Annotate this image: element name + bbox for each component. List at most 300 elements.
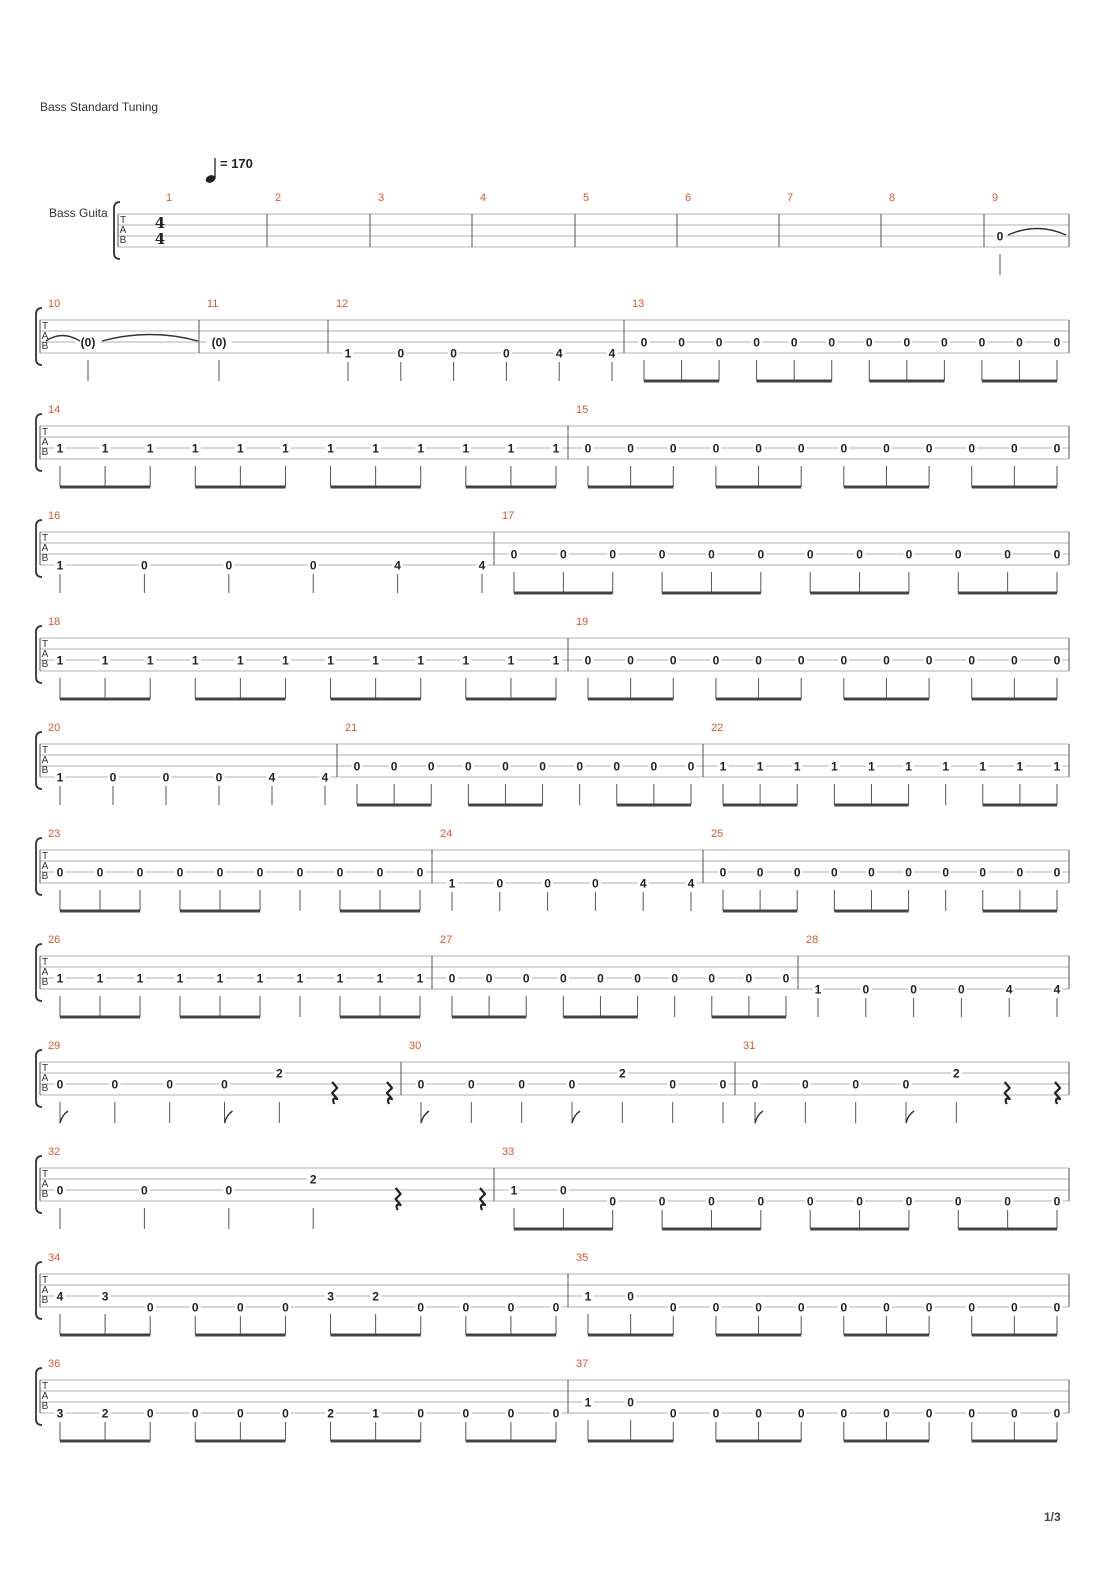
fret-number: 1 (1016, 759, 1024, 774)
fret-number: 1 (1053, 759, 1061, 774)
quarter-rest (396, 1188, 401, 1210)
tab-clef-letter: A (41, 649, 49, 660)
fret-number: 0 (397, 346, 405, 361)
fret-number: 1 (507, 653, 515, 668)
fret-number: 0 (883, 653, 890, 668)
fret-number: 1 (584, 1395, 592, 1410)
fret-number: 2 (275, 1066, 283, 1081)
measure-number: 9 (992, 192, 999, 204)
measure-number: 6 (685, 192, 692, 204)
measure-number: 32 (48, 1146, 61, 1158)
tab-clef-letter: B (41, 659, 49, 670)
measure-number: 28 (806, 934, 819, 946)
fret-number: 1 (462, 653, 470, 668)
fret-number: 0 (417, 1300, 425, 1315)
fret-number: 0 (678, 335, 685, 350)
fret-number: 0 (865, 335, 873, 350)
fret-number: 0 (708, 971, 716, 986)
fret-number: 0 (968, 1406, 976, 1421)
tab-clef-letter: A (41, 1073, 49, 1084)
fret-number: 1 (793, 759, 801, 774)
fret-number: 0 (797, 1406, 805, 1421)
tab-clef-letter: T (41, 1063, 49, 1074)
fret-number: 0 (56, 1183, 64, 1198)
fret-number: 0 (1016, 865, 1024, 880)
measure-number: 27 (440, 934, 453, 946)
tie-arc (102, 335, 198, 342)
fret-number: 0 (669, 1406, 677, 1421)
fret-number: 0 (840, 653, 848, 668)
fret-number: 1 (56, 971, 64, 986)
fret-number: 0 (336, 865, 344, 880)
measure-number: 18 (48, 616, 61, 628)
fret-number: 0 (215, 770, 223, 785)
page-number: 1/3 (1044, 1510, 1061, 1524)
fret-number: 1 (462, 441, 470, 456)
fret-number: 0 (225, 1183, 233, 1198)
measure-number: 12 (336, 298, 349, 310)
fret-number: 0 (462, 1300, 470, 1315)
fret-number: 1 (282, 653, 289, 668)
fret-number: 4 (639, 876, 647, 891)
fret-number: 1 (237, 441, 244, 456)
fret-number: 0 (903, 335, 911, 350)
fret-number: 0 (613, 759, 621, 774)
eighth-flag (572, 1111, 580, 1123)
tie-arc (1008, 229, 1066, 236)
fret-number: 0 (941, 335, 948, 350)
fret-number: 0 (755, 1406, 762, 1421)
fret-number: 1 (191, 441, 199, 456)
fret-number: 0 (376, 865, 384, 880)
fret-number: 1 (417, 441, 425, 456)
fret-number: 0 (627, 1395, 634, 1410)
measure-number: 24 (440, 828, 453, 840)
fret-number: 0 (925, 1300, 933, 1315)
fret-number: 0 (417, 1077, 425, 1092)
fret-number: 0 (883, 1300, 890, 1315)
fret-number: 0 (568, 1077, 576, 1092)
fret-number: 0 (883, 441, 890, 456)
fret-number: (0) (211, 335, 227, 350)
tab-clef-letter: T (41, 851, 49, 862)
fret-number: 1 (448, 876, 456, 891)
fret-number: 0 (390, 759, 398, 774)
fret-number: 0 (925, 441, 933, 456)
fret-number: 0 (109, 770, 117, 785)
tab-clef-letter: B (41, 977, 49, 988)
fret-number: 1 (296, 971, 304, 986)
fret-number: 0 (166, 1077, 174, 1092)
fret-number: 0 (256, 865, 264, 880)
tab-clef-letter: A (41, 967, 49, 978)
fret-number: 0 (856, 547, 863, 562)
fret-number: 0 (715, 335, 723, 350)
tab-clef-letter: B (41, 447, 49, 458)
fret-number: 0 (902, 1077, 910, 1092)
fret-number: 0 (237, 1406, 244, 1421)
tab-clef-letter: A (41, 543, 49, 554)
fret-number: 1 (344, 346, 352, 361)
fret-number: 0 (282, 1406, 289, 1421)
fret-number: 1 (552, 653, 560, 668)
fret-number: 0 (539, 759, 546, 774)
fret-number: 0 (712, 1300, 720, 1315)
fret-number: 0 (56, 865, 64, 880)
fret-number: 0 (868, 865, 875, 880)
fret-number: 0 (1011, 653, 1018, 668)
fret-number: 0 (793, 865, 801, 880)
measure-number: 30 (409, 1040, 422, 1052)
fret-number: 1 (146, 441, 154, 456)
fret-number: 4 (1053, 982, 1061, 997)
fret-number: 0 (627, 1289, 634, 1304)
fret-number: 4 (56, 1289, 64, 1304)
measure-number: 20 (48, 722, 61, 734)
fret-number: 0 (146, 1300, 154, 1315)
fret-number: 1 (282, 441, 289, 456)
eighth-flag (60, 1111, 68, 1123)
fret-number: 0 (968, 1300, 976, 1315)
fret-number: 0 (669, 1300, 677, 1315)
tab-clef-letter: A (41, 1285, 49, 1296)
fret-number: 0 (806, 547, 814, 562)
fret-number: 1 (216, 971, 224, 986)
fret-number: 0 (1053, 865, 1061, 880)
tab-clef-letter: B (41, 1295, 49, 1306)
tie-arc (46, 336, 80, 342)
fret-number: 0 (806, 1194, 814, 1209)
fret-number: 0 (1011, 441, 1018, 456)
fret-number: 1 (507, 441, 515, 456)
eighth-flag (225, 1111, 233, 1123)
tab-clef-letter: B (41, 1189, 49, 1200)
fret-number: 0 (496, 876, 504, 891)
fret-number: 0 (1004, 547, 1011, 562)
eighth-flag (421, 1111, 429, 1123)
tab-clef-letter: A (41, 1179, 49, 1190)
fret-number: 0 (968, 441, 976, 456)
measure-number: 15 (576, 404, 589, 416)
fret-number: 0 (719, 865, 727, 880)
fret-number: 0 (954, 1194, 962, 1209)
fret-number: 0 (830, 865, 838, 880)
fret-number: 1 (372, 1406, 379, 1421)
fret-number: 1 (719, 759, 727, 774)
tab-clef-letter: A (41, 1391, 49, 1402)
fret-number: 0 (467, 1077, 475, 1092)
measure-number: 14 (48, 404, 61, 416)
fret-number: 2 (618, 1066, 626, 1081)
fret-number: 0 (790, 335, 798, 350)
measure-number: 37 (576, 1358, 589, 1370)
measure-number: 7 (787, 192, 794, 204)
fret-number: 0 (191, 1300, 199, 1315)
fret-number: 0 (627, 441, 634, 456)
measure-number: 33 (502, 1146, 515, 1158)
fret-number: 0 (658, 1194, 666, 1209)
tab-clef-letter: B (41, 1083, 49, 1094)
fret-number: 1 (336, 971, 344, 986)
fret-number: 0 (560, 1183, 567, 1198)
measure-number: 21 (345, 722, 358, 734)
fret-number: 0 (968, 653, 976, 668)
fret-number: 0 (757, 547, 765, 562)
fret-number: 1 (96, 971, 104, 986)
measure-number: 35 (576, 1252, 589, 1264)
fret-number: 1 (552, 441, 560, 456)
tab-clef-letter: B (41, 1401, 49, 1412)
fret-number: 2 (101, 1406, 109, 1421)
fret-number: 0 (801, 1077, 809, 1092)
fret-number: 0 (221, 1077, 228, 1092)
fret-number: 0 (1004, 1194, 1011, 1209)
fret-number: 0 (462, 1406, 470, 1421)
eighth-flag (906, 1111, 914, 1123)
fret-number: 4 (268, 770, 276, 785)
fret-number: 0 (782, 971, 790, 986)
fret-number: 2 (327, 1406, 334, 1421)
fret-number: 4 (687, 876, 695, 891)
fret-number: 0 (507, 1300, 515, 1315)
tab-clef-letter: A (119, 225, 127, 236)
fret-number: 0 (712, 441, 720, 456)
fret-number: 0 (176, 865, 184, 880)
fret-number: 0 (757, 1194, 765, 1209)
fret-number: 0 (417, 1406, 425, 1421)
fret-number: 1 (584, 1289, 592, 1304)
fret-number: 4 (394, 558, 401, 573)
fret-number: 0 (1053, 441, 1061, 456)
fret-number: 1 (256, 971, 264, 986)
fret-number: 2 (952, 1066, 960, 1081)
fret-number: 1 (830, 759, 838, 774)
fret-number: 0 (669, 653, 677, 668)
tempo-marking: = 170 (220, 156, 253, 171)
fret-number: 0 (883, 1406, 890, 1421)
fret-number: 1 (56, 653, 64, 668)
fret-number: 0 (111, 1077, 119, 1092)
tab-clef-letter: B (41, 553, 49, 564)
measure-number: 19 (576, 616, 589, 628)
fret-number: 0 (503, 346, 510, 361)
fret-number: 0 (910, 982, 917, 997)
measure-number: 1 (166, 192, 173, 204)
fret-number: 0 (191, 1406, 199, 1421)
fret-number: 1 (756, 759, 764, 774)
fret-number: 0 (427, 759, 435, 774)
tab-clef-letter: T (41, 1169, 49, 1180)
fret-number: 0 (136, 865, 144, 880)
measure-number: 8 (889, 192, 896, 204)
fret-number: 1 (101, 441, 109, 456)
fret-number: 0 (416, 865, 424, 880)
fret-number: 0 (828, 335, 836, 350)
fret-number: 0 (141, 558, 148, 573)
fret-number: 4 (478, 558, 486, 573)
fret-number: 0 (840, 1406, 848, 1421)
fret-number: 3 (101, 1289, 109, 1304)
fret-number: 0 (309, 558, 317, 573)
tab-clef-letter: T (41, 1381, 49, 1392)
fret-number: 0 (745, 971, 753, 986)
measure-number: 3 (378, 192, 385, 204)
fret-number: 0 (597, 971, 604, 986)
fret-number: 0 (755, 441, 762, 456)
fret-number: 0 (296, 865, 304, 880)
fret-number: 0 (1053, 1406, 1061, 1421)
fret-number: 3 (327, 1289, 334, 1304)
fret-number: 0 (708, 547, 715, 562)
fret-number: 0 (141, 1183, 148, 1198)
fret-number: 0 (96, 865, 104, 880)
fret-number: 0 (650, 759, 658, 774)
fret-number: 1 (146, 653, 154, 668)
tab-clef-letter: B (41, 871, 49, 882)
fret-number: 0 (925, 1406, 933, 1421)
fret-number: 1 (376, 971, 384, 986)
tab-clef-letter: T (41, 957, 49, 968)
tuning-label: Bass Standard Tuning (40, 100, 159, 114)
measure-number: 2 (275, 192, 282, 204)
fret-number: 1 (372, 441, 379, 456)
fret-number: 1 (868, 759, 875, 774)
fret-number: 0 (146, 1406, 154, 1421)
quarter-rest (480, 1188, 485, 1210)
measure-number: 25 (711, 828, 724, 840)
fret-number: 1 (56, 441, 64, 456)
fret-number: 0 (840, 441, 848, 456)
fret-number: 0 (905, 547, 913, 562)
fret-number: 0 (544, 876, 551, 891)
measure-number: 23 (48, 828, 61, 840)
fret-number: 0 (905, 1194, 913, 1209)
measure-number: 16 (48, 510, 61, 522)
fret-number: 0 (719, 1077, 727, 1092)
fret-number: 0 (797, 1300, 805, 1315)
fret-number: 0 (502, 759, 509, 774)
measure-number: 36 (48, 1358, 61, 1370)
measure-number: 4 (480, 192, 487, 204)
fret-number: 0 (1053, 335, 1061, 350)
eighth-flag (755, 1111, 763, 1123)
fret-number: 0 (592, 876, 599, 891)
fret-number: 0 (518, 1077, 526, 1092)
fret-number: 1 (56, 558, 64, 573)
fret-number: 0 (216, 865, 224, 880)
tab-clef-letter: T (41, 1275, 49, 1286)
tab-clef-letter: T (41, 639, 49, 650)
fret-number: 0 (905, 865, 912, 880)
fret-number: 1 (136, 971, 144, 986)
measure-number: 11 (207, 298, 219, 310)
fret-number: 0 (450, 346, 457, 361)
quarter-rest (1005, 1082, 1010, 1104)
measure-number: 13 (632, 298, 645, 310)
measure-number: 22 (711, 722, 724, 734)
fret-number: 1 (101, 653, 109, 668)
measure-number: 29 (48, 1040, 61, 1052)
tab-clef-letter: A (41, 755, 49, 766)
fret-number: 1 (942, 759, 950, 774)
fret-number: 0 (712, 1406, 720, 1421)
fret-number: 0 (1016, 335, 1023, 350)
fret-number: 0 (753, 335, 760, 350)
fret-number: 0 (1053, 653, 1061, 668)
time-signature-top: 4 (154, 214, 166, 232)
fret-number: 0 (485, 971, 493, 986)
fret-number: 0 (552, 1300, 560, 1315)
fret-number: 4 (1005, 982, 1013, 997)
fret-number: 0 (448, 971, 456, 986)
fret-number: 0 (225, 558, 233, 573)
fret-number: 0 (552, 1406, 560, 1421)
fret-number: 3 (56, 1406, 64, 1421)
fret-number: 0 (1053, 1300, 1061, 1315)
quarter-rest (387, 1082, 392, 1104)
fret-number: 0 (755, 1300, 762, 1315)
fret-number: 0 (925, 653, 933, 668)
tab-clef-letter: T (41, 427, 49, 438)
fret-number: 0 (840, 1300, 848, 1315)
measure-number: 31 (743, 1040, 756, 1052)
fret-number: 0 (627, 653, 634, 668)
fret-number: 0 (1053, 547, 1061, 562)
fret-number: 1 (510, 1183, 518, 1198)
fret-number: 0 (1011, 1300, 1018, 1315)
fret-number: 0 (282, 1300, 289, 1315)
fret-number: 0 (560, 547, 567, 562)
fret-number: 0 (862, 982, 870, 997)
fret-number: 0 (464, 759, 472, 774)
fret-number: 4 (608, 346, 616, 361)
quarter-rest (332, 1082, 337, 1104)
fret-number: 0 (978, 335, 986, 350)
measure-number: 26 (48, 934, 61, 946)
fret-number: 2 (372, 1289, 379, 1304)
tab-clef-letter: T (119, 215, 127, 226)
fret-number: 1 (327, 441, 334, 456)
measure-number: 10 (48, 298, 61, 310)
fret-number: 0 (751, 1077, 759, 1092)
measure-number: 17 (502, 510, 515, 522)
fret-number: 0 (687, 759, 695, 774)
fret-number: 1 (56, 770, 64, 785)
fret-number: 0 (576, 759, 584, 774)
tab-clef-letter: A (41, 437, 49, 448)
tab-clef-letter: B (119, 235, 127, 246)
fret-number: 1 (417, 653, 425, 668)
fret-number: 0 (712, 653, 720, 668)
fret-number: 1 (905, 759, 912, 774)
fret-number: 0 (522, 971, 530, 986)
tab-clef-letter: T (41, 745, 49, 756)
fret-number: 1 (979, 759, 987, 774)
tab-clef-letter: A (41, 331, 49, 342)
fret-number: 4 (321, 770, 329, 785)
fret-number: 0 (640, 335, 648, 350)
fret-number: 0 (797, 653, 805, 668)
fret-number: 0 (996, 229, 1004, 244)
fret-number: 0 (756, 865, 764, 880)
fret-number: 1 (191, 653, 199, 668)
fret-number: 0 (162, 770, 170, 785)
fret-number: 0 (797, 441, 805, 456)
fret-number: 0 (609, 1194, 617, 1209)
fret-number: 4 (555, 346, 563, 361)
fret-number: 1 (416, 971, 424, 986)
fret-number: 0 (507, 1406, 515, 1421)
